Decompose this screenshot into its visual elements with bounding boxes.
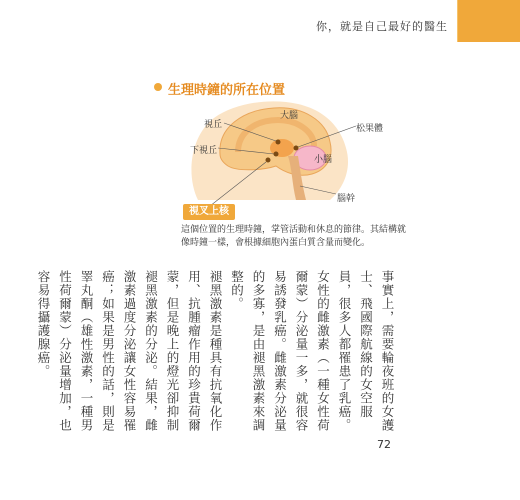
body-paragraph-2: 褪黑激素是種具有抗氧化作用、抗腫瘤作用的珍貴荷爾蒙，但是晚上的燈光卻抑制褪黑激素的分泌。結果，雌激素過度分泌讓女性容易罹癌；如果是男性的話，則是睪丸酮（雄性激素，一種男性荷爾蒙）分泌量增加，也容易得攝護腺癌。 — [36, 270, 223, 432]
label-cerebellum: 小腦 — [314, 155, 333, 165]
label-brainstem: 腦幹 — [337, 194, 356, 204]
label-pineal: 松果體 — [356, 124, 384, 134]
thalamus-dot — [276, 140, 281, 145]
scn-dot — [266, 158, 271, 163]
label-cerebrum: 大腦 — [280, 111, 299, 121]
label-thalamus: 視丘 — [204, 120, 223, 130]
bullet-icon — [154, 83, 162, 91]
scn-label-box — [183, 204, 235, 220]
figure-caption: 這個位置的生理時鐘，掌管活動和休息的節律。其結構就像時鐘一樣，會根據細胞內蛋白質含量而變化。 — [181, 225, 407, 248]
body-text — [36, 270, 398, 445]
header-accent-bar — [458, 0, 520, 42]
hypothalamus-dot — [274, 152, 279, 157]
page-number: 72 — [377, 438, 391, 451]
label-hypothalamus: 下視丘 — [190, 146, 218, 156]
label-scn: 視叉上核 — [189, 206, 229, 217]
pineal-dot — [294, 146, 299, 151]
page-header — [0, 0, 520, 42]
section-title: 生理時鐘的所在位置 — [168, 83, 286, 98]
running-header-title: 你，就是自己最好的醫生 — [316, 20, 448, 33]
body-paragraph-1: 事實上，需要輪夜班的女護士、飛國際航線的女空服員，很多人都罹患了乳癌。女性的雌激素（一種女性荷爾蒙）分泌量一多，就很容易誘發乳癌。雌激素分泌量的多寡，是由褪黑激素來調整的。 — [229, 270, 395, 432]
